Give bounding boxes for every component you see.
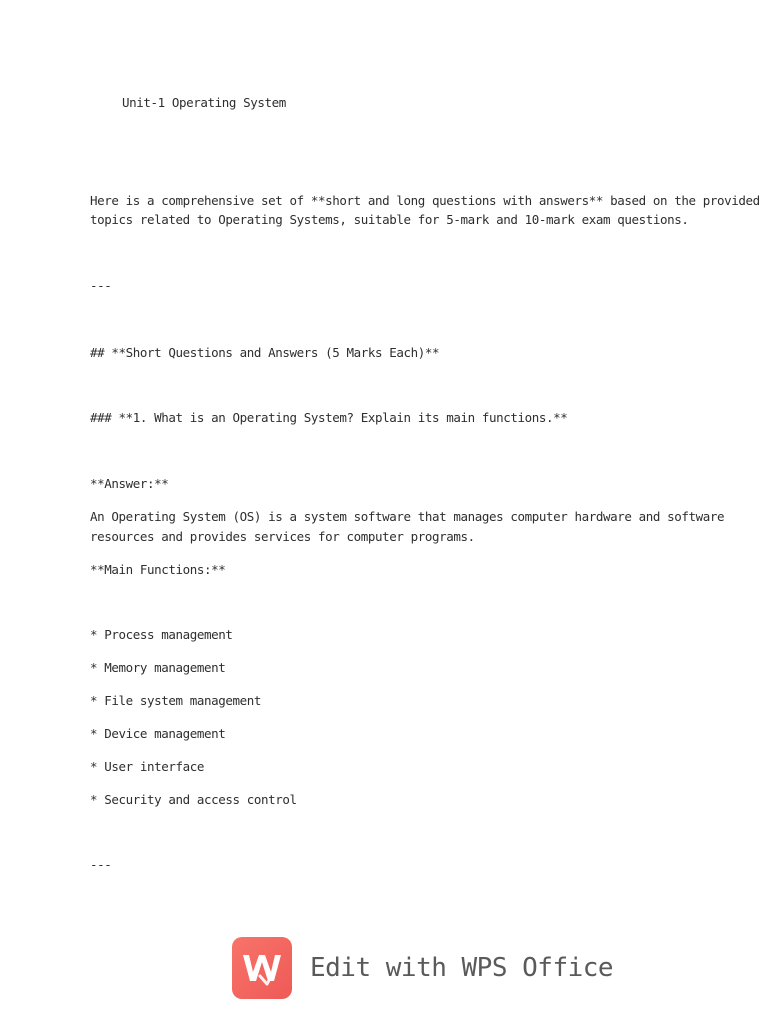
question-1-heading: ### **1. What is an Operating System? Explain its main functions.** [90,410,568,425]
list-item: * File system management [90,693,262,708]
watermark-text: Edit with WPS Office [310,953,614,983]
separator-2: --- [90,857,112,872]
intro-line-1: Here is a comprehensive set of **short and long questions with answers** based on the provided [90,193,760,208]
functions-label: **Main Functions:** [90,562,226,577]
wps-watermark [232,936,613,1000]
separator-1: --- [90,278,112,293]
document-title: Unit-1 Operating System [122,95,286,110]
list-item: * User interface [90,759,205,774]
intro-line-2: topics related to Operating Systems, suitable for 5-mark and 10-mark exam questions. [90,212,689,227]
list-item: * Device management [90,726,226,741]
answer-line-2: resources and provides services for computer programs. [90,529,475,544]
wps-logo-icon [232,937,292,999]
answer-label: **Answer:** [90,476,169,491]
answer-line-1: An Operating System (OS) is a system software that manages computer hardware and software [90,509,725,524]
list-item: * Process management [90,627,233,642]
section-heading: ## **Short Questions and Answers (5 Marks Each)** [90,345,440,360]
list-item: * Security and access control [90,792,297,807]
list-item: * Memory management [90,660,226,675]
